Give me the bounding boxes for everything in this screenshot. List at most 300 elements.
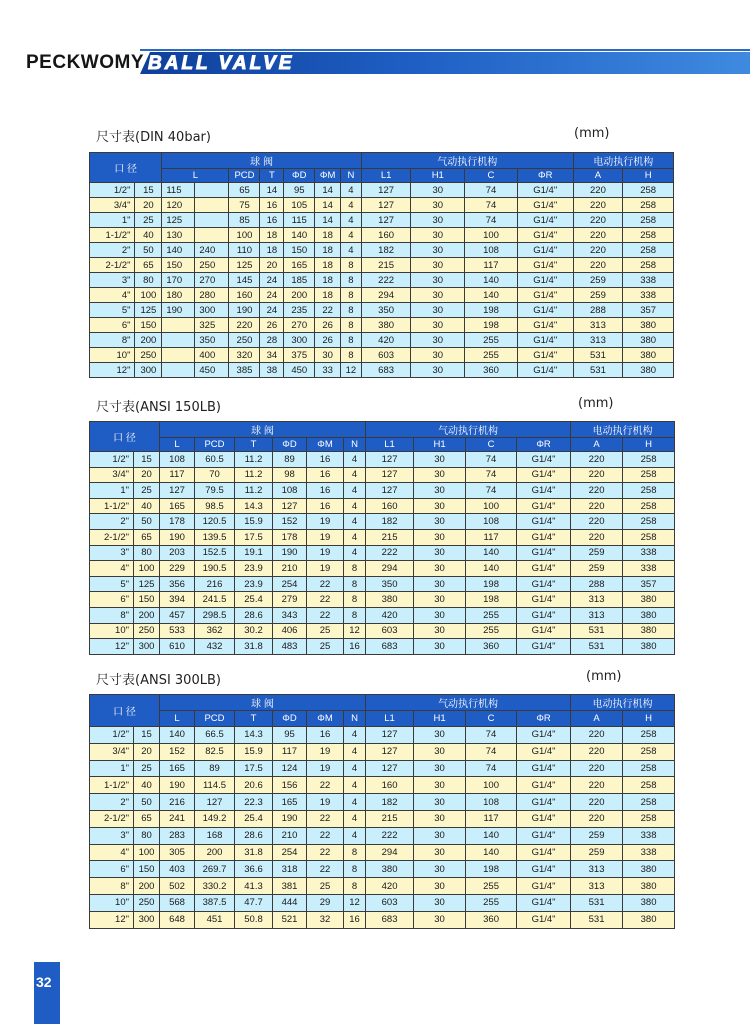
table-cell: 250: [134, 623, 160, 639]
table-cell: 79.5: [195, 483, 235, 499]
table-row: [90, 576, 675, 592]
table-cell: 270: [195, 273, 229, 288]
table-cell: 100: [135, 288, 162, 303]
cell-size-inch: 2": [90, 514, 134, 530]
table-cell: 74: [466, 467, 517, 483]
table-cell: G1/4": [517, 333, 573, 348]
cell-size-inch: 1": [90, 760, 134, 777]
table-cell: 140: [465, 273, 518, 288]
table-cell: 300: [284, 333, 315, 348]
table-cell: 258: [623, 514, 675, 530]
table-cell: 19: [307, 561, 344, 577]
header-electric: 电动执行机构: [571, 422, 675, 438]
table-cell: 521: [273, 911, 307, 928]
col-header-H: H: [623, 711, 675, 727]
table-row: [90, 348, 674, 363]
cell-size-inch: 6": [90, 592, 134, 608]
table-cell: G1/4": [517, 911, 571, 928]
table-cell: 33: [315, 363, 341, 378]
table-cell: 531: [571, 623, 623, 639]
table-cell: 16: [307, 483, 344, 499]
table-row: [90, 727, 675, 744]
cell-size-inch: 10": [90, 623, 134, 639]
col-header-A: A: [571, 711, 623, 727]
table-cell: 127: [361, 213, 411, 228]
table-cell: 4: [344, 794, 366, 811]
table-cell: 250: [135, 348, 162, 363]
table-cell: G1/4": [517, 794, 571, 811]
table-caption-ansi300: 尺寸表(ANSI 300LB): [96, 673, 221, 688]
page-title: BALL VALVE: [148, 53, 295, 74]
table-row: [90, 878, 675, 895]
table-cell: 280: [195, 288, 229, 303]
table-cell: 259: [571, 545, 623, 561]
table-cell: 30: [414, 467, 466, 483]
table-cell: 4: [344, 498, 366, 514]
table-cell: 140: [466, 844, 517, 861]
table-cell: 432: [195, 639, 235, 655]
table-cell: 4: [344, 827, 366, 844]
table-cell: 531: [571, 639, 623, 655]
table-cell: 258: [623, 498, 675, 514]
table-cell: 30: [414, 545, 466, 561]
table-row: [90, 911, 675, 928]
table-cell: 30: [411, 198, 465, 213]
table-cell: 220: [571, 483, 623, 499]
table-cell: 26: [260, 318, 284, 333]
table-cell: 4: [344, 545, 366, 561]
table-cell: 241.5: [195, 592, 235, 608]
table-unit-ansi150: (mm): [578, 396, 614, 411]
table-cell: 4: [344, 727, 366, 744]
col-header-N: N: [344, 438, 366, 452]
table-cell: 26: [315, 318, 341, 333]
table-cell: 12: [344, 894, 366, 911]
spec-table-din-40bar: [89, 152, 674, 378]
col-header-C: C: [466, 438, 517, 452]
table-cell: 270: [284, 318, 315, 333]
table-cell: 180: [162, 288, 195, 303]
table-cell: 250: [134, 894, 160, 911]
table-cell: 258: [623, 483, 675, 499]
table-cell: 65: [134, 810, 160, 827]
table-cell: G1/4": [517, 483, 571, 499]
table-cell: 20: [134, 467, 160, 483]
table-cell: 20: [134, 743, 160, 760]
cell-size-inch: 12": [90, 363, 135, 378]
table-cell: 125: [135, 303, 162, 318]
cell-size-inch: 3/4": [90, 467, 134, 483]
table-cell: 34: [260, 348, 284, 363]
col-header-N: N: [344, 711, 366, 727]
cell-size-inch: 12": [90, 911, 134, 928]
table-row: [90, 183, 674, 198]
table-cell: 4: [344, 467, 366, 483]
table-row: [90, 810, 675, 827]
table-cell: 19: [307, 743, 344, 760]
table-cell: 65: [135, 258, 162, 273]
table-cell: 89: [195, 760, 235, 777]
table-cell: 222: [366, 827, 414, 844]
table-cell: 170: [162, 273, 195, 288]
table-cell: 8: [341, 348, 362, 363]
table-cell: 8: [341, 288, 362, 303]
col-header-H: H: [623, 438, 675, 452]
table-cell: 294: [366, 844, 414, 861]
cell-size-inch: 6": [90, 318, 135, 333]
table-cell: 294: [366, 561, 414, 577]
table-cell: 220: [229, 318, 260, 333]
table-cell: 30: [414, 529, 466, 545]
table-cell: 41.3: [235, 878, 273, 895]
table-cell: 22.3: [235, 794, 273, 811]
table-cell: 15.9: [235, 514, 273, 530]
table-cell: 240: [195, 243, 229, 258]
table-cell: 235: [284, 303, 315, 318]
table-cell: 80: [134, 545, 160, 561]
table-cell: 683: [366, 911, 414, 928]
table-cell: 117: [465, 258, 518, 273]
table-cell: G1/4": [517, 288, 573, 303]
table-cell: 140: [466, 545, 517, 561]
table-cell: 11.2: [235, 452, 273, 468]
table-cell: 338: [623, 545, 675, 561]
table-cell: 40: [135, 228, 162, 243]
table-cell: G1/4": [517, 228, 573, 243]
table-cell: 258: [623, 794, 675, 811]
table-cell: 444: [273, 894, 307, 911]
table-cell: 30: [414, 483, 466, 499]
table-cell: 108: [466, 794, 517, 811]
table-cell: [195, 213, 229, 228]
table-cell: 259: [573, 273, 623, 288]
table-cell: 70: [195, 467, 235, 483]
table-cell: 30: [411, 318, 465, 333]
table-cell: 198: [465, 318, 518, 333]
table-cell: 220: [571, 743, 623, 760]
table-cell: 12: [344, 623, 366, 639]
header-valve: 球 阀: [160, 695, 366, 711]
table-cell: 17.5: [235, 760, 273, 777]
col-header-M: ΦM: [315, 169, 341, 183]
table-cell: 50.8: [235, 911, 273, 928]
cell-size-inch: 3": [90, 827, 134, 844]
table-cell: 110: [229, 243, 260, 258]
table-cell: 130: [162, 228, 195, 243]
table-cell: 98: [273, 467, 307, 483]
table-cell: 115: [284, 213, 315, 228]
table-cell: 325: [195, 318, 229, 333]
table-cell: 23.9: [235, 576, 273, 592]
table-cell: 22: [307, 827, 344, 844]
cell-size-inch: 1": [90, 483, 134, 499]
table-cell: 30: [414, 727, 466, 744]
table-cell: G1/4": [517, 623, 571, 639]
table-cell: [195, 183, 229, 198]
table-cell: 29: [307, 894, 344, 911]
table-cell: 387.5: [195, 894, 235, 911]
table-cell: 403: [160, 861, 195, 878]
table-cell: 258: [623, 529, 675, 545]
table-cell: 150: [134, 592, 160, 608]
table-cell: 380: [623, 348, 674, 363]
table-cell: 190: [160, 777, 195, 794]
table-cell: [195, 228, 229, 243]
table-cell: 356: [160, 576, 195, 592]
col-header-A: A: [571, 438, 623, 452]
table-cell: 380: [623, 878, 675, 895]
table-cell: G1/4": [517, 467, 571, 483]
table-cell: 4: [341, 213, 362, 228]
table-cell: 20: [260, 258, 284, 273]
table-cell: 14.3: [235, 727, 273, 744]
table-cell: 648: [160, 911, 195, 928]
table-cell: 350: [195, 333, 229, 348]
table-cell: 258: [623, 760, 675, 777]
table-cell: 8: [344, 878, 366, 895]
table-cell: 220: [571, 498, 623, 514]
table-cell: 258: [623, 228, 674, 243]
table-cell: 22: [307, 861, 344, 878]
cell-size-inch: 10": [90, 894, 134, 911]
table-cell: 14: [315, 183, 341, 198]
table-cell: 25: [135, 213, 162, 228]
table-cell: 338: [623, 561, 675, 577]
table-cell: 8: [344, 844, 366, 861]
table-cell: 20.6: [235, 777, 273, 794]
table-cell: 30: [411, 243, 465, 258]
brand-logo: PECKWOMY: [26, 52, 144, 73]
col-header-C: C: [465, 169, 518, 183]
table-cell: 14: [315, 213, 341, 228]
table-cell: 190.5: [195, 561, 235, 577]
table-cell: G1/4": [517, 878, 571, 895]
table-cell: 15: [134, 452, 160, 468]
table-cell: 683: [366, 639, 414, 655]
table-cell: 117: [160, 467, 195, 483]
table-cell: 14: [315, 198, 341, 213]
table-cell: 258: [623, 467, 675, 483]
table-cell: 100: [466, 498, 517, 514]
table-cell: 165: [284, 258, 315, 273]
table-cell: 4: [344, 514, 366, 530]
col-header-C: C: [466, 711, 517, 727]
table-cell: 222: [366, 545, 414, 561]
table-cell: 30: [411, 288, 465, 303]
table-row: [90, 288, 674, 303]
table-cell: 139.5: [195, 529, 235, 545]
table-cell: 140: [466, 827, 517, 844]
table-cell: 16: [307, 727, 344, 744]
cell-size-inch: 3": [90, 545, 134, 561]
table-cell: 357: [623, 303, 674, 318]
page-header: [0, 44, 750, 80]
table-cell: 300: [195, 303, 229, 318]
table-cell: 182: [366, 794, 414, 811]
table-cell: 300: [134, 639, 160, 655]
table-cell: 220: [571, 777, 623, 794]
table-cell: [162, 333, 195, 348]
table-cell: 381: [273, 878, 307, 895]
table-cell: 20: [135, 198, 162, 213]
col-header-H1: H1: [411, 169, 465, 183]
table-cell: 220: [573, 243, 623, 258]
table-cell: 30: [411, 333, 465, 348]
header-electric: 电动执行机构: [573, 153, 673, 169]
table-cell: G1/4": [517, 498, 571, 514]
table-cell: 380: [623, 911, 675, 928]
col-header-R: ΦR: [517, 169, 573, 183]
table-cell: G1/4": [517, 198, 573, 213]
table-cell: 11.2: [235, 467, 273, 483]
table-cell: 26: [315, 333, 341, 348]
table-cell: 127: [366, 467, 414, 483]
col-header-L: L: [160, 711, 195, 727]
table-cell: G1/4": [517, 318, 573, 333]
table-cell: 255: [466, 878, 517, 895]
table-cell: 360: [465, 363, 518, 378]
table-cell: G1/4": [517, 727, 571, 744]
header-size: 口 径: [90, 153, 162, 183]
table-cell: G1/4": [517, 303, 573, 318]
table-cell: 22: [307, 592, 344, 608]
table-cell: 360: [466, 639, 517, 655]
table-cell: 380: [623, 623, 675, 639]
table-row: [90, 514, 675, 530]
cell-size-inch: 4": [90, 844, 134, 861]
table-cell: 30: [414, 623, 466, 639]
table-cell: 220: [571, 529, 623, 545]
cell-size-inch: 1/2": [90, 183, 135, 198]
table-cell: 30: [414, 827, 466, 844]
table-cell: 74: [466, 760, 517, 777]
table-cell: 338: [623, 827, 675, 844]
cell-size-inch: 8": [90, 333, 135, 348]
table-cell: 16: [260, 213, 284, 228]
table-cell: G1/4": [517, 363, 573, 378]
spec-table-ansi-150lb: [89, 421, 675, 655]
table-cell: 74: [466, 483, 517, 499]
table-cell: 24: [260, 273, 284, 288]
table-cell: [162, 363, 195, 378]
table-cell: 198: [466, 576, 517, 592]
table-cell: 150: [134, 861, 160, 878]
cell-size-inch: 1/2": [90, 727, 134, 744]
table-cell: 200: [135, 333, 162, 348]
table-cell: 683: [361, 363, 411, 378]
spec-table-ansi-300lb: [89, 694, 675, 929]
table-cell: 380: [623, 333, 674, 348]
table-cell: 502: [160, 878, 195, 895]
table-cell: 18: [260, 243, 284, 258]
col-header-L: L: [162, 169, 229, 183]
header-size: 口 径: [90, 422, 160, 452]
table-cell: 30: [411, 273, 465, 288]
table-cell: G1/4": [517, 348, 573, 363]
table-cell: G1/4": [517, 894, 571, 911]
table-cell: 4: [341, 198, 362, 213]
table-cell: G1/4": [517, 861, 571, 878]
cell-size-inch: 3": [90, 273, 135, 288]
table-cell: 338: [623, 273, 674, 288]
table-cell: 160: [366, 777, 414, 794]
table-cell: 127: [366, 727, 414, 744]
table-row: [90, 861, 675, 878]
table-cell: 156: [273, 777, 307, 794]
table-cell: 610: [160, 639, 195, 655]
table-cell: 74: [465, 183, 518, 198]
table-cell: 22: [307, 777, 344, 794]
table-cell: 241: [160, 810, 195, 827]
cell-size-inch: 2-1/2": [90, 258, 135, 273]
table-cell: 19: [307, 514, 344, 530]
table-cell: 259: [571, 561, 623, 577]
header-rule: [140, 49, 750, 51]
table-cell: G1/4": [517, 183, 573, 198]
table-cell: 288: [571, 576, 623, 592]
table-cell: 380: [623, 639, 675, 655]
cell-size-inch: 2-1/2": [90, 529, 134, 545]
table-cell: 258: [623, 452, 675, 468]
table-cell: 125: [229, 258, 260, 273]
table-cell: 220: [571, 810, 623, 827]
table-cell: 125: [162, 213, 195, 228]
table-row: [90, 273, 674, 288]
table-cell: 140: [466, 561, 517, 577]
table-cell: 65: [229, 183, 260, 198]
table-cell: 220: [573, 183, 623, 198]
table-cell: 115: [162, 183, 195, 198]
table-cell: 380: [361, 318, 411, 333]
table-cell: 300: [135, 363, 162, 378]
table-cell: 16: [307, 452, 344, 468]
table-row: [90, 760, 675, 777]
table-cell: 255: [466, 607, 517, 623]
table-cell: 210: [273, 827, 307, 844]
table-row: [90, 303, 674, 318]
cell-size-inch: 1/2": [90, 452, 134, 468]
table-cell: 165: [160, 760, 195, 777]
table-cell: 305: [160, 844, 195, 861]
table-cell: G1/4": [517, 545, 571, 561]
table-cell: 380: [623, 363, 674, 378]
cell-size-inch: 3/4": [90, 743, 134, 760]
table-cell: 531: [573, 348, 623, 363]
table-cell: 258: [623, 727, 675, 744]
table-cell: 4: [344, 760, 366, 777]
table-cell: 18: [315, 258, 341, 273]
table-cell: 450: [284, 363, 315, 378]
table-cell: 74: [465, 213, 518, 228]
table-cell: 362: [195, 623, 235, 639]
table-cell: 80: [135, 273, 162, 288]
table-cell: 127: [366, 452, 414, 468]
table-cell: 250: [229, 333, 260, 348]
table-cell: 75: [229, 198, 260, 213]
table-cell: 451: [195, 911, 235, 928]
page-number-tab: [34, 962, 60, 1024]
table-cell: 8: [341, 333, 362, 348]
table-cell: 127: [195, 794, 235, 811]
table-cell: 16: [344, 911, 366, 928]
table-cell: 32: [307, 911, 344, 928]
cell-size-inch: 1-1/2": [90, 777, 134, 794]
table-cell: 30: [414, 878, 466, 895]
table-cell: 14.3: [235, 498, 273, 514]
table-cell: 330.2: [195, 878, 235, 895]
table-cell: 30: [411, 363, 465, 378]
table-cell: 357: [623, 576, 675, 592]
